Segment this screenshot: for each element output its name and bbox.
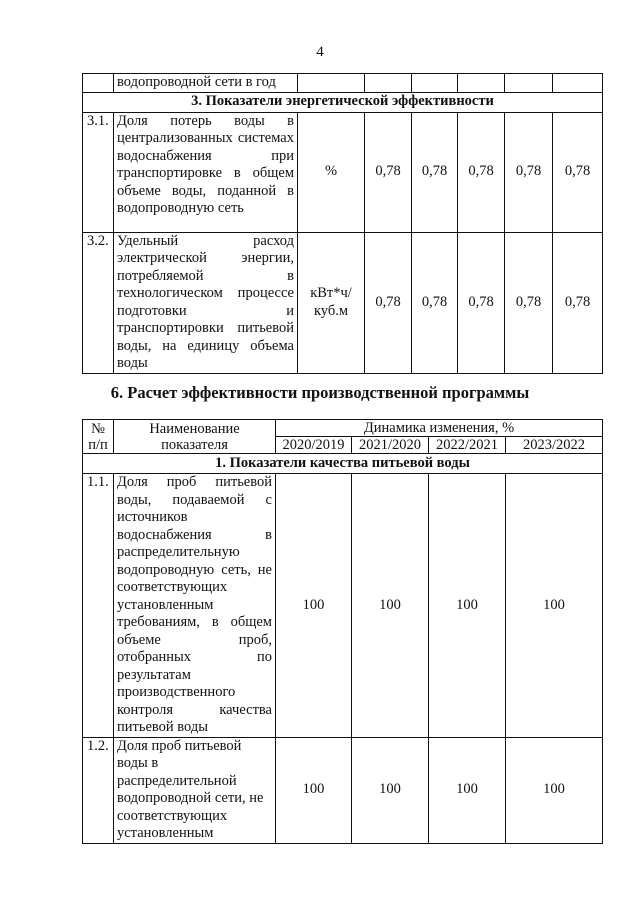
header-year: 2021/2020: [352, 437, 429, 454]
section-title: 3. Показатели энергетической эффективности: [83, 92, 603, 112]
indicator-name: Доля потерь воды в централизованных системах водоснабжения при транспортировке в общем объеме воды, поданной в водопроводную сеть: [114, 112, 298, 232]
table-row: [83, 474, 603, 738]
value-cell: 0,78: [412, 232, 458, 373]
table-row: [83, 737, 603, 843]
row-number: 3.2.: [83, 232, 114, 373]
value-cell: 0,78: [458, 112, 505, 232]
header-row: [83, 420, 603, 437]
value-cell: 0,78: [553, 232, 603, 373]
row-number: 1.1.: [83, 474, 114, 738]
row-number: 3.1.: [83, 112, 114, 232]
unit-cell: кВт*ч/ куб.м: [298, 232, 365, 373]
header-year: 2020/2019: [276, 437, 352, 454]
indicator-name: Доля проб питьевой воды, подаваемой с источников водоснабжения в распределительную водопроводную сеть, не соответствующих установленным требованиям, в общем объеме проб, отобранных по результатам производственного контроля качества питьевой воды: [114, 474, 276, 738]
section-heading: 6. Расчет эффективности производственной программы: [110, 383, 530, 402]
header-num: № п/п: [83, 420, 114, 454]
section-row: [83, 454, 603, 474]
indicator-name: Удельный расход электрической энергии, потребляемой в технологическом процессе подготовки и транспортировки питьевой воды, на единицу объема воды: [114, 232, 298, 373]
page-number: 4: [316, 44, 324, 60]
energy-efficiency-table: [82, 73, 603, 374]
value-cell: 100: [506, 737, 603, 843]
value-cell: 0,78: [553, 112, 603, 232]
header-year: 2022/2021: [429, 437, 506, 454]
continued-row-text: водопроводной сети в год: [114, 74, 298, 93]
row-number: 1.2.: [83, 737, 114, 843]
value-cell: 100: [276, 737, 352, 843]
program-efficiency-table: [82, 419, 603, 844]
value-cell: 0,78: [412, 112, 458, 232]
header-dynamics: Динамика изменения, %: [276, 420, 603, 437]
value-cell: 100: [429, 737, 506, 843]
value-cell: 0,78: [505, 232, 553, 373]
value-cell: 0,78: [505, 112, 553, 232]
value-cell: 0,78: [365, 232, 412, 373]
header-name: Наименование показателя: [114, 420, 276, 454]
value-cell: 100: [352, 737, 429, 843]
header-year: 2023/2022: [506, 437, 603, 454]
indicator-name: Доля проб питьевой воды в распределительной водопроводной сети, не соответствующих установленным: [114, 737, 276, 843]
section-title: 1. Показатели качества питьевой воды: [83, 454, 603, 474]
section-row: [83, 92, 603, 112]
value-cell: 100: [276, 474, 352, 738]
table-row: [83, 232, 603, 373]
value-cell: 100: [352, 474, 429, 738]
value-cell: 0,78: [458, 232, 505, 373]
table-row: [83, 74, 603, 93]
value-cell: 100: [506, 474, 603, 738]
value-cell: 100: [429, 474, 506, 738]
value-cell: 0,78: [365, 112, 412, 232]
table-row: [83, 112, 603, 232]
unit-cell: %: [298, 112, 365, 232]
